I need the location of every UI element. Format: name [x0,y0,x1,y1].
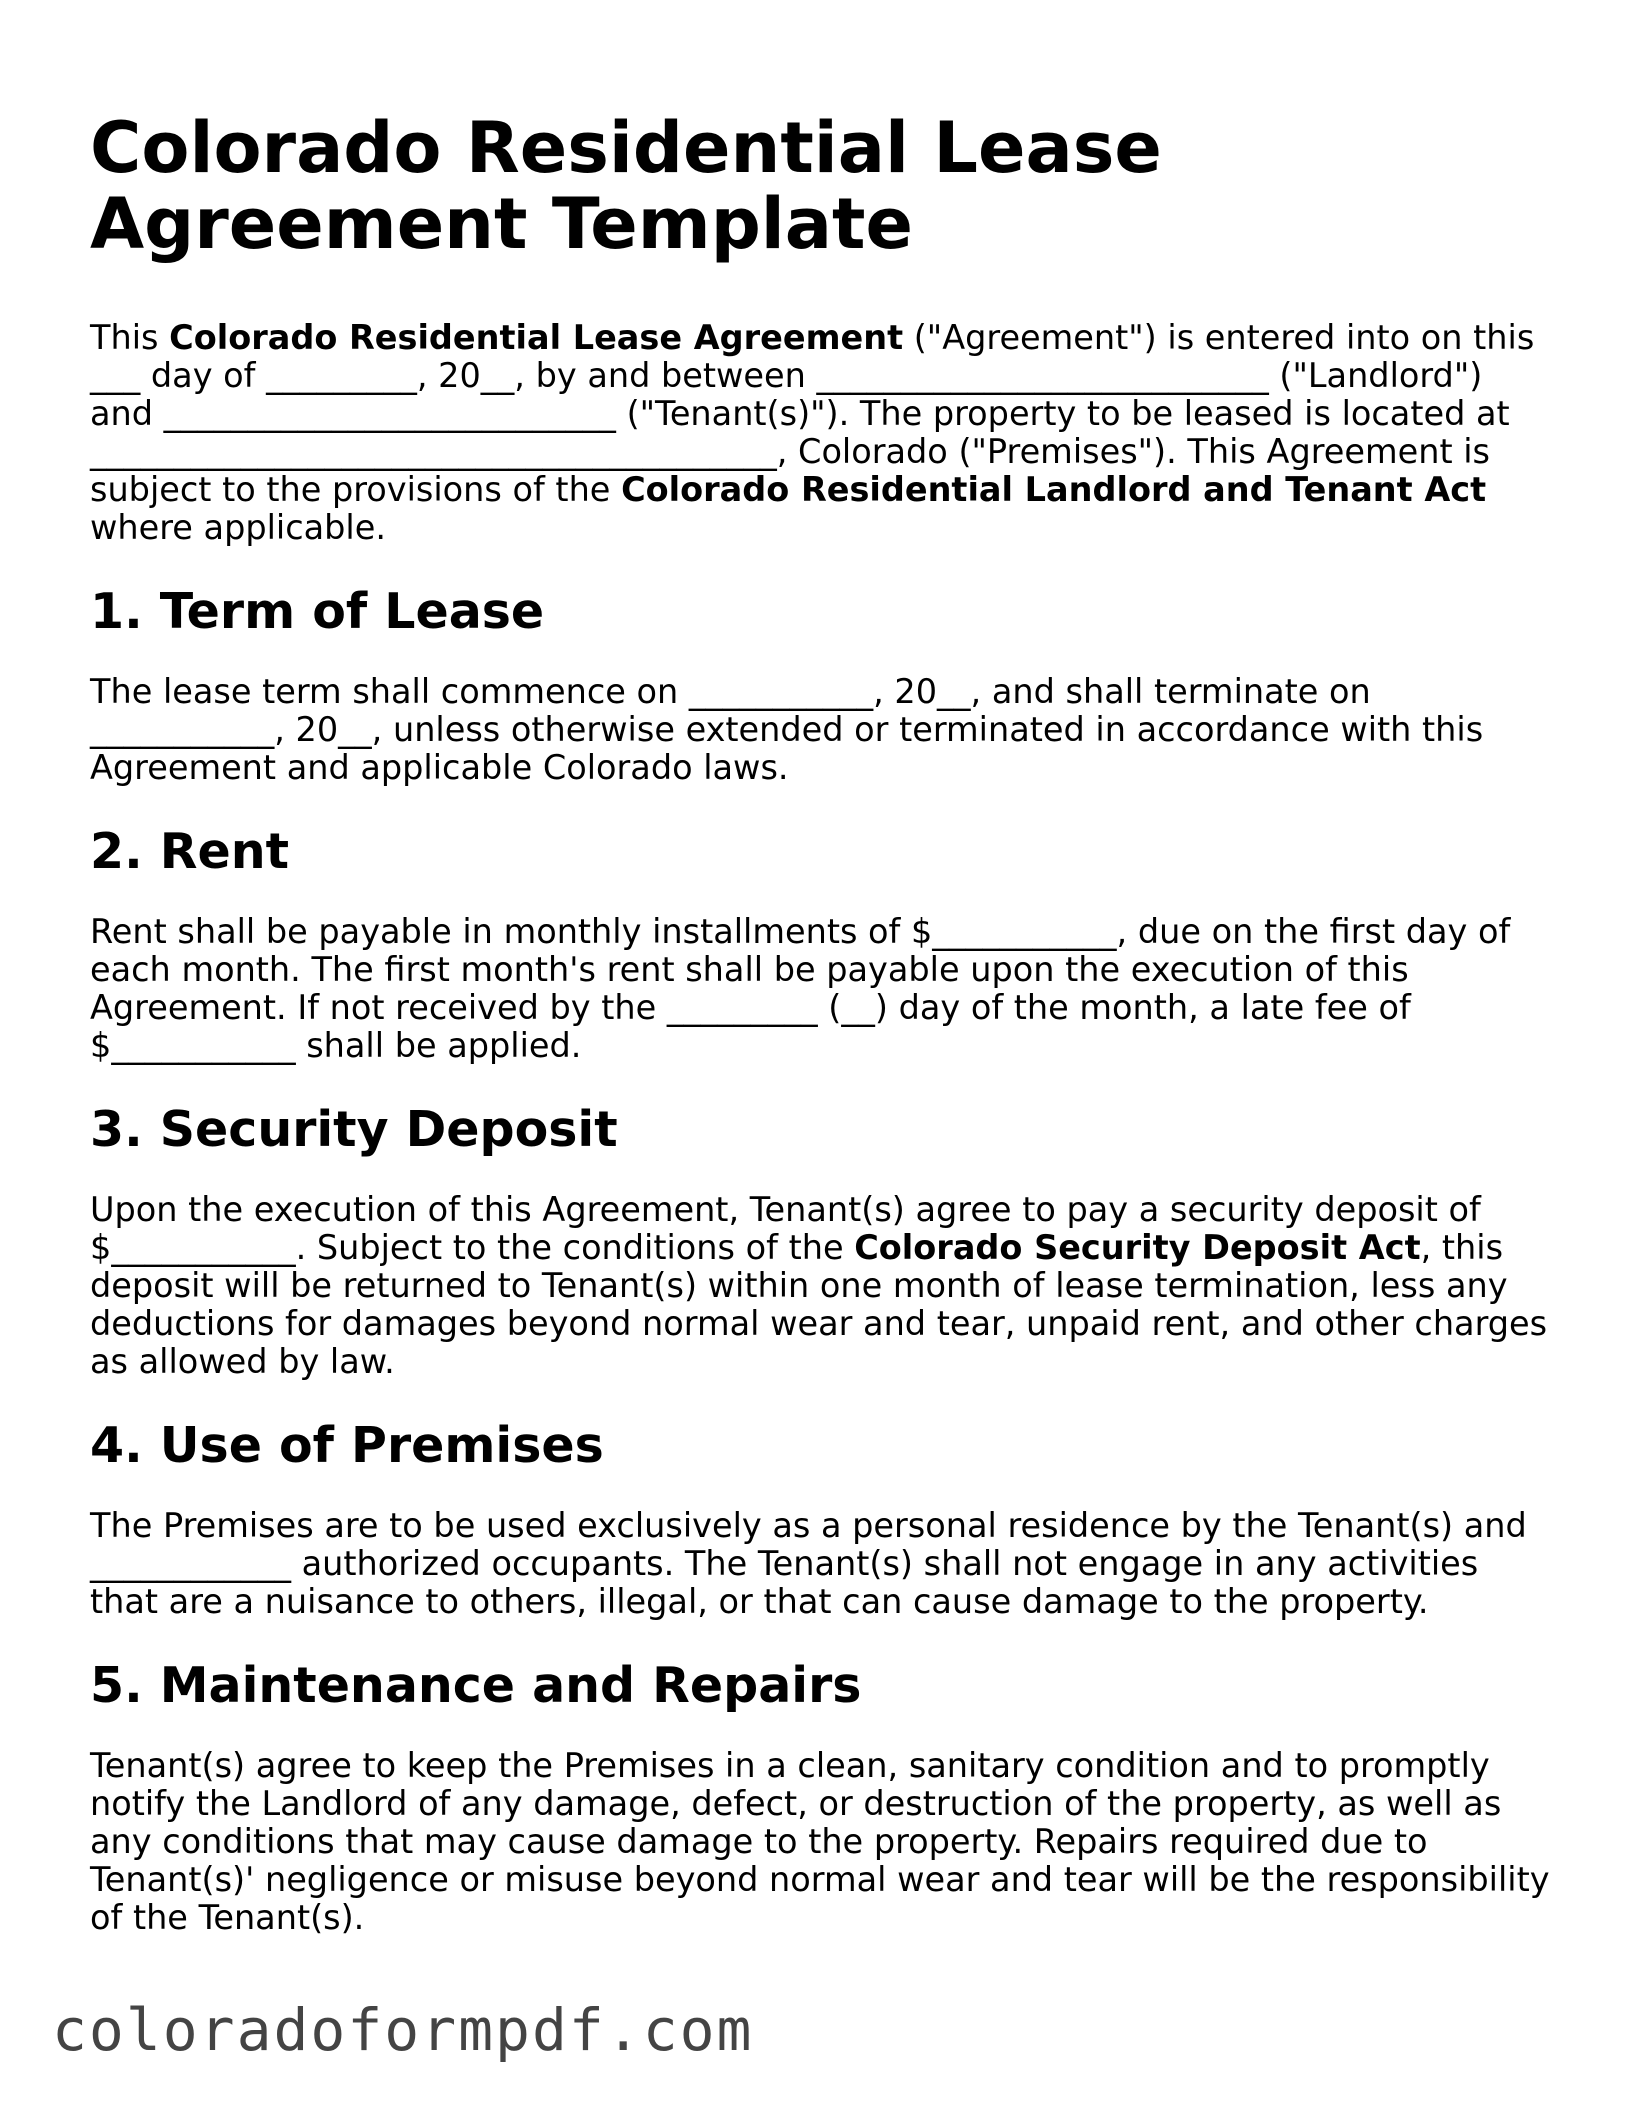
intro-bold-agreement-name: Colorado Residential Lease Agreement [169,318,904,357]
intro-bold-act-name: Colorado Residential Landlord and Tenant Act [621,470,1487,509]
document-title: Colorado Residential Lease Agreement Template [90,107,1162,265]
section-text-term: The lease term shall commence on ___________, 20__, and shall terminate on ___________, 20__, unless otherwise extended or terminated in accordance with this Agreement and applicable Colorado laws. [90,672,1484,787]
document-page [90,0,1550,1937]
intro-paragraph [90,319,1550,547]
section-heading-rent: 2. Rent [90,823,290,880]
deposit-bold-act-name: Colorado Security Deposit Act [854,1228,1421,1267]
section-heading-security-deposit: 3. Security Deposit [90,1101,618,1158]
intro-text-2: ("Agreement") is entered into on this ___ day of _________, 20__, by and between ___________________________ ("Landlord") and ___________________________ ("Tenant(s)"). The property to be leased is located at _________________________________________, Colorado ("Premises"). This Agreement is subject to the provisions of the [90,318,1535,509]
section-heading-maintenance: 5. Maintenance and Repairs [90,1657,862,1714]
section-text-maintenance: Tenant(s) agree to keep the Premises in a clean, sanitary condition and to promptly notify the Landlord of any damage, defect, or destruction of the property, as well as any conditions that may cause damage to the property. Repairs required due to Tenant(s)' negligence or misuse beyond normal wear and tear will be the responsibility of the Tenant(s). [90,1746,1550,1937]
section-heading-use-of-premises: 4. Use of Premises [90,1417,604,1474]
section-text-security-deposit [90,1191,1550,1381]
intro-text-3: where applicable. [90,508,386,547]
deposit-text-1: Upon the execution of this Agreement, Tenant(s) agree to pay a security deposit of $___________. Subject to the conditions of the [90,1190,1481,1267]
intro-text-1: This [90,318,170,357]
watermark-url: coloradoformpdf.com [52,1996,754,2064]
section-text-use-of-premises: The Premises are to be used exclusively as a personal residence by the Tenant(s) and ____________ authorized occupants. The Tenant(s) shall not engage in any activities that are a nuisance to others, illegal, or that can cause damage to the property. [90,1506,1527,1621]
section-text-rent: Rent shall be payable in monthly installments of $___________, due on the first day of each month. The first month's rent shall be payable upon the execution of this Agreement. If not received by the _________ (__) day of the month, a late fee of $___________ shall be applied. [90,912,1511,1065]
section-heading-term: 1. Term of Lease [90,583,545,640]
deposit-text-2: , this deposit will be returned to Tenant(s) within one month of lease termination, less any deductions for damages beyond normal wear and tear, unpaid rent, and other charges as allowed by law. [90,1228,1548,1381]
